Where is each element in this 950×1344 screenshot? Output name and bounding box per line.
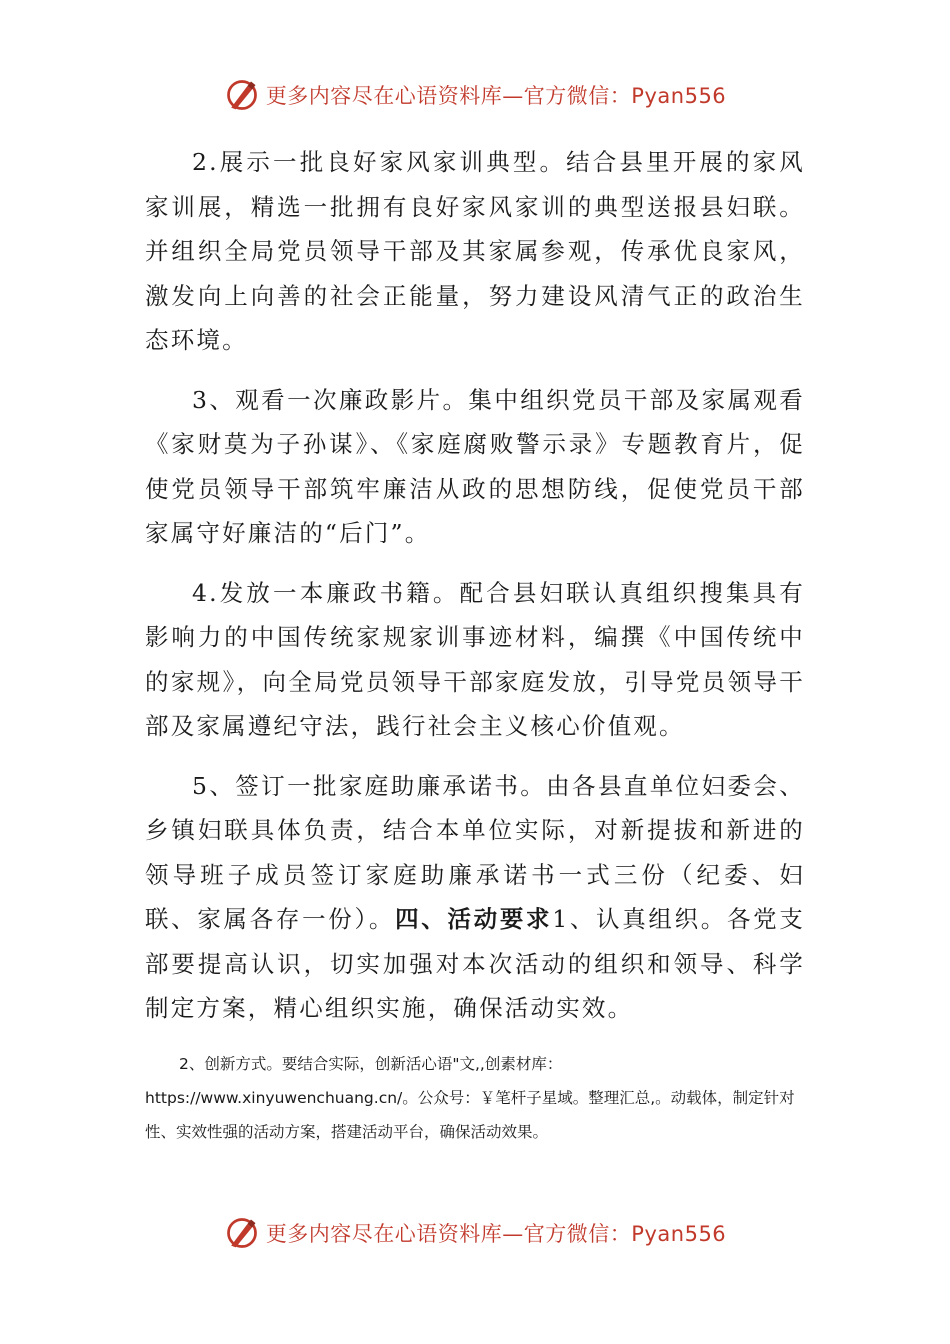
paragraph-5-text: 5、签订一批家庭助廉承诺书。由各县直单位妇委会、乡镇妇联具体负责，结合本单位实际，对新提拔和新进的领导班子成员签订家庭助廉承诺书一式三份（纪委、妇联、家属各存一份）。	[145, 771, 805, 933]
paragraph-item-5	[145, 764, 805, 1031]
paragraph-item-2: 2.展示一批良好家风家训典型。结合县里开展的家风家训展，精选一批拥有良好家风家训的典型送报县妇联。并组织全局党员领导干部及其家属参观，传承优良家风，激发向上向善的社会正能量，努力建设风清气正的政治生态环境。	[145, 148, 805, 354]
header-banner-text: 更多内容尽在心语资料库—官方微信：Pyan556	[265, 84, 727, 108]
header-banner	[0, 70, 950, 120]
section-heading-requirements: 四、活动要求	[395, 905, 553, 933]
small-paragraph	[145, 1047, 805, 1149]
footer-banner	[0, 1208, 950, 1258]
small-paragraph-text: 2、创新方式。要结合实际，创新活心语"文,,创素材库：https://www.xinyuwenchuang.cn/。公众号：￥笔杆子星域。整理汇总,。动载体，制定针对性、实效性强的活动方案，搭建活动平台，确保活动效果。	[145, 1054, 795, 1141]
paragraph-5-continuation: 1、认真组织。各党支部要提高认识，切实加强对本次活动的组织和领导、科学制定方案，精心组织实施，确保活动实效。	[145, 905, 806, 1022]
pen-logo-icon	[224, 77, 260, 113]
paragraph-item-4: 4.发放一本廉政书籍。配合县妇联认真组织搜集具有影响力的中国传统家规家训事迹材料，编撰《中国传统中的家规》，向全局党员领导干部家庭发放，引导党员领导干部及家属遵纪守法，践行社会主义核心价值观。	[145, 578, 805, 740]
paragraph-item-3: 3、观看一次廉政影片。集中组织党员干部及家属观看《家财莫为子孙谋》、《家庭腐败警示录》专题教育片，促使党员领导干部筑牢廉洁从政的思想防线，促使党员干部家属守好廉洁的“后门”。	[145, 385, 805, 547]
pen-logo-icon	[224, 1215, 260, 1251]
document-body	[145, 140, 805, 1149]
footer-banner-text: 更多内容尽在心语资料库—官方微信：Pyan556	[265, 1222, 727, 1246]
